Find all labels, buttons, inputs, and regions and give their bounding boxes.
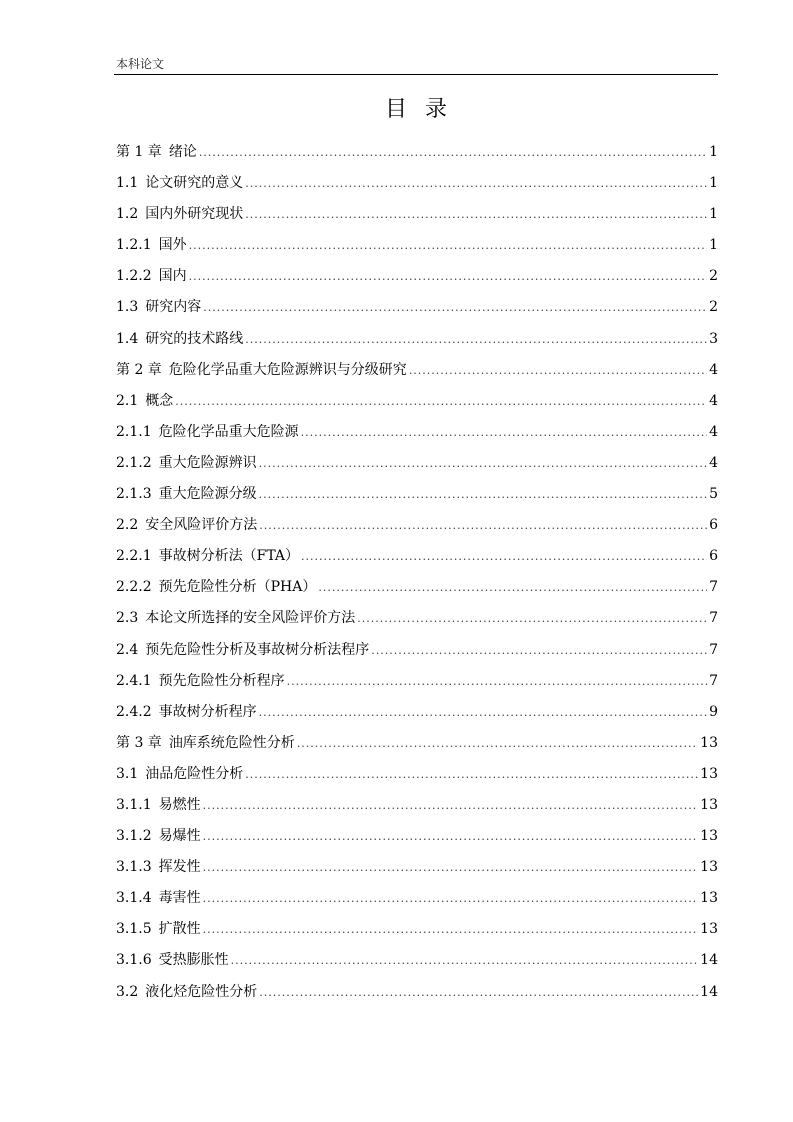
toc-entry-title: 扩散性 bbox=[158, 921, 201, 938]
toc-entry-number: 3.2 bbox=[116, 983, 139, 1000]
toc-entry-page-number: 14 bbox=[700, 952, 718, 969]
toc-entry-page-number: 1 bbox=[709, 144, 718, 160]
toc-entry-number: 1.2.2 bbox=[116, 268, 152, 285]
toc-entry-page-number: 1 bbox=[709, 206, 718, 223]
toc-entry-page-number: 2 bbox=[709, 268, 718, 285]
toc-dot-leader bbox=[231, 949, 699, 973]
toc-dot-leader bbox=[189, 265, 707, 289]
toc-entry[interactable] bbox=[116, 327, 718, 358]
toc-entry-title: 重大危险源辨识 bbox=[158, 454, 257, 471]
toc-entry-page-number: 3 bbox=[709, 330, 718, 347]
toc-entry-page-number: 1 bbox=[709, 237, 718, 254]
toc-entry-number: 2.4 bbox=[116, 641, 139, 658]
toc-entry[interactable] bbox=[116, 451, 718, 482]
toc-entry-number: 3.1.1 bbox=[116, 796, 152, 813]
toc-entry-title: 论文研究的意义 bbox=[145, 175, 244, 192]
toc-entry[interactable] bbox=[116, 606, 718, 637]
toc-entry-page-number: 9 bbox=[709, 703, 718, 720]
toc-dot-leader bbox=[245, 763, 698, 787]
toc-entry-page-number: 13 bbox=[700, 828, 718, 845]
toc-entry[interactable] bbox=[116, 295, 718, 326]
toc-entry[interactable] bbox=[116, 855, 718, 886]
toc-entry-number: 2.1 bbox=[116, 392, 139, 409]
toc-entry-title: 研究内容 bbox=[145, 299, 202, 316]
toc-entry-number: 2.1.3 bbox=[116, 486, 152, 503]
toc-dot-leader bbox=[301, 421, 707, 445]
toc-entry-page-number: 13 bbox=[700, 765, 718, 782]
toc-entry[interactable] bbox=[116, 980, 718, 1011]
toc-entry[interactable] bbox=[116, 575, 718, 606]
toc-entry-title: 重大危险源分级 bbox=[158, 486, 257, 503]
page-title: 目录 bbox=[384, 97, 465, 122]
toc-entry-title: 易爆性 bbox=[158, 828, 201, 845]
toc-entry-title: 本论文所选择的安全风险评价方法 bbox=[145, 610, 356, 627]
toc-entry-page-number: 13 bbox=[700, 734, 718, 751]
toc-entry-number: 2.2 bbox=[116, 517, 139, 534]
toc-entry[interactable] bbox=[116, 513, 718, 544]
toc-entry-number: 1.2.1 bbox=[116, 237, 152, 254]
toc-dot-leader bbox=[287, 670, 707, 694]
toc-entry[interactable] bbox=[116, 482, 718, 513]
toc-entry-title: 预先危险性分析及事故树分析法程序 bbox=[145, 641, 370, 658]
toc-entry-title: 安全风险评价方法 bbox=[145, 517, 258, 534]
toc-dot-leader bbox=[409, 359, 707, 383]
toc-entry-number: 第 2 章 bbox=[116, 361, 162, 378]
toc-entry-title: 挥发性 bbox=[158, 859, 201, 876]
toc-entry-number: 3.1.6 bbox=[116, 952, 152, 969]
toc-entry[interactable] bbox=[116, 762, 718, 793]
toc-entry-title: 国内 bbox=[158, 268, 187, 285]
toc-entry-title: 易燃性 bbox=[158, 796, 201, 813]
toc-entry-page-number: 7 bbox=[709, 672, 718, 689]
toc-entry[interactable] bbox=[116, 917, 718, 948]
toc-entry-title: 绪论 bbox=[168, 144, 197, 160]
toc-entry-number: 2.1.2 bbox=[116, 454, 152, 471]
toc-dot-leader bbox=[199, 141, 707, 165]
toc-dot-leader bbox=[189, 234, 707, 258]
toc-entry-page-number: 4 bbox=[709, 392, 718, 409]
toc-entry-title: 油品危险性分析 bbox=[145, 765, 244, 782]
toc-entry-number: 1.4 bbox=[116, 330, 139, 347]
toc-entry-page-number: 4 bbox=[709, 361, 718, 378]
toc-entry-page-number: 14 bbox=[700, 983, 718, 1000]
toc-entry-title: 事故树分析程序 bbox=[158, 703, 257, 720]
header-rule bbox=[114, 74, 718, 75]
toc-entry[interactable] bbox=[116, 264, 718, 295]
toc-entry[interactable] bbox=[116, 824, 718, 855]
toc-dot-leader bbox=[203, 825, 699, 849]
toc-entry-title: 毒害性 bbox=[158, 890, 201, 907]
toc-dot-leader bbox=[318, 576, 707, 600]
toc-entry-page-number: 4 bbox=[709, 454, 718, 471]
toc-entry-title: 危险化学品重大危险源辨识与分级研究 bbox=[168, 361, 407, 378]
toc-entry-number: 3.1.2 bbox=[116, 828, 152, 845]
toc-entry-number: 3.1.3 bbox=[116, 859, 152, 876]
toc-entry-number: 第 1 章 bbox=[116, 144, 162, 160]
toc-entry[interactable] bbox=[116, 233, 718, 264]
toc-entry[interactable] bbox=[116, 140, 718, 171]
toc-entry-title: 危险化学品重大危险源 bbox=[158, 423, 299, 440]
toc-entry-title: 预先危险性分析（PHA） bbox=[158, 579, 317, 596]
toc-entry[interactable] bbox=[116, 948, 718, 979]
toc-dot-leader bbox=[371, 639, 707, 663]
toc-entry-number: 1.1 bbox=[116, 175, 139, 192]
toc-entry-title: 油库系统危险性分析 bbox=[168, 734, 295, 751]
toc-entry-page-number: 13 bbox=[700, 890, 718, 907]
toc-entry-page-number: 7 bbox=[709, 641, 718, 658]
toc-entry-title: 国外 bbox=[158, 237, 187, 254]
toc-entry-number: 2.2.1 bbox=[116, 548, 152, 565]
toc-entry-page-number: 6 bbox=[709, 517, 718, 534]
toc-dot-leader bbox=[259, 452, 707, 476]
toc-dot-leader bbox=[245, 203, 707, 227]
toc-entry-title: 液化烃危险性分析 bbox=[145, 983, 258, 1000]
toc-entry[interactable] bbox=[116, 420, 718, 451]
toc-dot-leader bbox=[301, 545, 707, 569]
toc-entry[interactable] bbox=[116, 731, 718, 762]
toc-entry[interactable] bbox=[116, 171, 718, 202]
toc-entry[interactable] bbox=[116, 886, 718, 917]
toc-dot-leader bbox=[297, 732, 698, 756]
toc-dot-leader bbox=[245, 328, 707, 352]
toc-entry-title: 事故树分析法（FTA） bbox=[158, 548, 300, 565]
page-header: 本科论文 bbox=[116, 57, 165, 71]
toc-entry-title: 受热膨胀性 bbox=[158, 952, 229, 969]
toc-entry-page-number: 7 bbox=[709, 610, 718, 627]
toc-dot-leader bbox=[203, 887, 699, 911]
toc-dot-leader bbox=[175, 390, 707, 414]
toc-dot-leader bbox=[259, 514, 707, 538]
toc-entry-number: 2.2.2 bbox=[116, 579, 152, 596]
toc-entry-page-number: 7 bbox=[709, 579, 718, 596]
toc-dot-leader bbox=[259, 981, 698, 1005]
toc-entry[interactable] bbox=[116, 793, 718, 824]
toc-entry-number: 1.3 bbox=[116, 299, 139, 316]
toc-dot-leader bbox=[203, 918, 699, 942]
toc-entry-number: 第 3 章 bbox=[116, 734, 162, 751]
toc-dot-leader bbox=[357, 607, 707, 631]
toc-dot-leader bbox=[259, 483, 707, 507]
toc-entry-page-number: 4 bbox=[709, 423, 718, 440]
toc-entry[interactable] bbox=[116, 638, 718, 669]
toc-entry-page-number: 13 bbox=[700, 859, 718, 876]
toc-entry[interactable] bbox=[116, 358, 718, 389]
toc-entry-title: 预先危险性分析程序 bbox=[158, 672, 285, 689]
toc-entry-number: 3.1 bbox=[116, 765, 139, 782]
toc-entry-number: 2.3 bbox=[116, 610, 139, 627]
toc-entry-number: 2.4.2 bbox=[116, 703, 152, 720]
toc-dot-leader bbox=[245, 172, 707, 196]
toc-entry-page-number: 5 bbox=[709, 486, 718, 503]
toc-entry-number: 2.1.1 bbox=[116, 423, 152, 440]
toc-entry[interactable] bbox=[116, 700, 718, 731]
toc-entry-title: 国内外研究现状 bbox=[145, 206, 244, 223]
toc-entry[interactable] bbox=[116, 389, 718, 420]
toc-entry[interactable] bbox=[116, 669, 718, 700]
toc-dot-leader bbox=[259, 701, 707, 725]
toc-entry-page-number: 6 bbox=[709, 548, 718, 565]
toc-entry[interactable] bbox=[116, 544, 718, 575]
toc-entry-page-number: 1 bbox=[709, 175, 718, 192]
toc-dot-leader bbox=[203, 794, 699, 818]
toc-dot-leader bbox=[203, 856, 699, 880]
toc-entry[interactable] bbox=[116, 202, 718, 233]
toc-entry-page-number: 2 bbox=[709, 299, 718, 316]
table-of-contents bbox=[116, 140, 718, 1011]
toc-entry-number: 2.4.1 bbox=[116, 672, 152, 689]
toc-entry-title: 概念 bbox=[145, 392, 174, 409]
toc-dot-leader bbox=[203, 296, 707, 320]
toc-entry-number: 3.1.4 bbox=[116, 890, 152, 907]
toc-entry-title: 研究的技术路线 bbox=[145, 330, 244, 347]
toc-entry-page-number: 13 bbox=[700, 921, 718, 938]
toc-entry-number: 3.1.5 bbox=[116, 921, 152, 938]
toc-entry-page-number: 13 bbox=[700, 796, 718, 813]
toc-entry-number: 1.2 bbox=[116, 206, 139, 223]
